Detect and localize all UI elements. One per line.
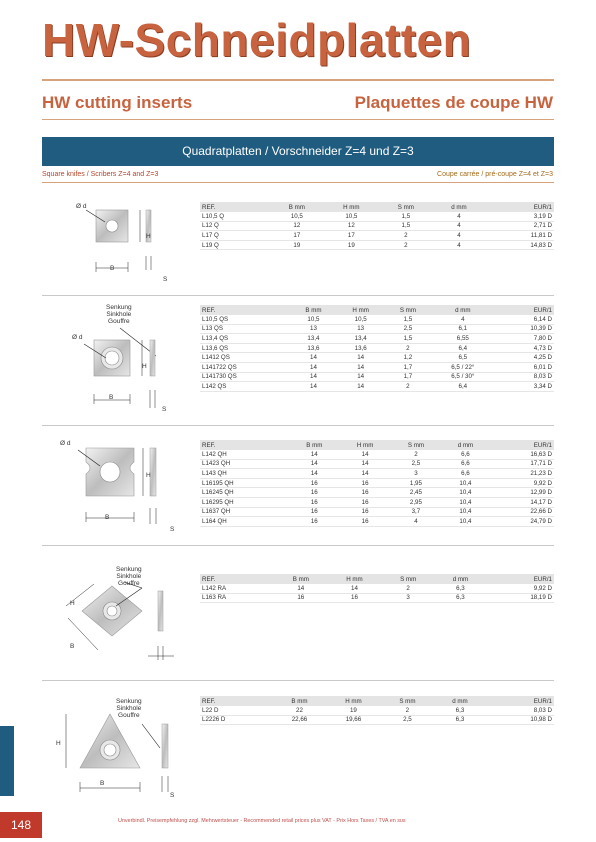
table-row [200, 231, 554, 241]
table-cell: 24,79 D [490, 517, 554, 527]
table-row [200, 459, 554, 469]
table-cell: 14 [290, 362, 337, 372]
table-cell: 3,19 D [485, 212, 554, 221]
table-cell: 6,5 / 30° [431, 372, 494, 382]
table-cell: 4 [433, 240, 485, 250]
height-label: H [56, 740, 61, 747]
table-cell: 14,83 D [485, 240, 554, 250]
diameter-label: Ø d [76, 203, 87, 210]
table-cell: 6,1 [431, 324, 494, 334]
table-row [200, 706, 554, 715]
table-cell: L19 Q [200, 240, 270, 250]
table-cell: 14 [289, 469, 339, 479]
table-cell: L17 Q [200, 231, 270, 241]
col-s: S mm [384, 305, 431, 315]
table-row [200, 593, 554, 603]
col-b: B mm [270, 202, 324, 212]
table-cell: L13,4 QS [200, 334, 290, 344]
table-square-qh [200, 440, 554, 527]
col-price: EUR/1 [490, 440, 554, 450]
section-divider [42, 295, 554, 296]
table-cell: 7,80 D [494, 334, 554, 344]
table-cell: 16 [289, 507, 339, 517]
width-label: B [100, 780, 105, 787]
col-h: H mm [327, 574, 381, 584]
thickness-label: S [162, 406, 167, 413]
table-row [200, 324, 554, 334]
col-h: H mm [337, 305, 385, 315]
diameter-label: Ø d [72, 334, 83, 341]
table-cell: 6,3 [435, 593, 486, 603]
col-s: S mm [382, 574, 435, 584]
table-cell: 14 [289, 450, 339, 459]
table-cell: 14 [290, 382, 337, 392]
table-cell: 12,99 D [490, 488, 554, 498]
table-cell: 1,5 [384, 334, 431, 344]
table-cell: 3,34 D [494, 382, 554, 392]
table-cell: 16 [327, 593, 381, 603]
table-cell: 10,5 [270, 212, 324, 221]
col-price: EUR/1 [494, 305, 554, 315]
table-cell: L10,5 Q [200, 212, 270, 221]
table-cell: 14 [340, 469, 391, 479]
table-cell: 14 [337, 372, 385, 382]
table-cell: 2 [384, 382, 431, 392]
col-b: B mm [274, 574, 327, 584]
table-cell: 13,6 [337, 343, 385, 353]
table-cell: 10,5 [290, 315, 337, 324]
table-row [200, 450, 554, 459]
thickness-label: S [170, 792, 175, 799]
table-rhombus-ra [200, 574, 554, 603]
height-label: H [142, 363, 147, 370]
table-cell: 14 [274, 584, 327, 593]
table-row [200, 517, 554, 527]
table-cell: L2226 D [200, 715, 273, 725]
table-cell: 16 [289, 488, 339, 498]
table-cell: 13 [290, 324, 337, 334]
table-cell: 14 [289, 459, 339, 469]
table-cell: 14 [290, 353, 337, 363]
table-cell: 17,71 D [490, 459, 554, 469]
table-cell: 6,6 [441, 450, 490, 459]
table-cell: L164 QH [200, 517, 289, 527]
table-cell: 13,4 [290, 334, 337, 344]
col-s: S mm [391, 440, 441, 450]
table-cell: L22 D [200, 706, 273, 715]
table-row [200, 221, 554, 231]
table-row [200, 715, 554, 725]
table-row [200, 488, 554, 498]
table-cell: 19 [326, 706, 380, 715]
table-cell: 3 [391, 469, 441, 479]
table-row [200, 372, 554, 382]
table-cell: 2 [379, 240, 433, 250]
table-cell: 19,66 [326, 715, 380, 725]
table-row [200, 240, 554, 250]
table-cell: 12 [270, 221, 324, 231]
note-french: Coupe carrée / pré-coupe Z=4 et Z=3 [437, 171, 553, 178]
side-tab [0, 726, 14, 796]
height-label: H [70, 600, 75, 607]
table-cell: 18,19 D [486, 593, 554, 603]
col-ref: REF. [200, 440, 289, 450]
square-notched-insert-drawing [60, 432, 190, 537]
table-cell: 3,7 [391, 507, 441, 517]
table-cell: L1423 QH [200, 459, 289, 469]
table-cell: 16 [289, 478, 339, 488]
col-b: B mm [273, 696, 327, 706]
table-cell: 2,5 [391, 459, 441, 469]
table-cell: 1,7 [384, 362, 431, 372]
table-cell: 10,4 [441, 478, 490, 488]
table-cell: 4 [433, 231, 485, 241]
col-d: d mm [433, 202, 485, 212]
table-cell: 14 [327, 584, 381, 593]
table-cell: 4 [431, 315, 494, 324]
table-cell: 10,4 [441, 488, 490, 498]
table-cell: L16295 QH [200, 497, 289, 507]
table-cell: 14,17 D [490, 497, 554, 507]
table-cell: 10,39 D [494, 324, 554, 334]
table-cell: 12 [324, 221, 379, 231]
notes-rule [42, 182, 554, 183]
table-cell: 9,92 D [490, 478, 554, 488]
table-cell: 14 [337, 353, 385, 363]
table-triangle-d [200, 696, 554, 725]
table-cell: 14 [337, 382, 385, 392]
table-row [200, 469, 554, 479]
table-cell: 2 [379, 231, 433, 241]
table-cell: 13 [337, 324, 385, 334]
subtitle-french: Plaquettes de coupe HW [354, 93, 553, 112]
table-cell: 1,5 [384, 315, 431, 324]
table-cell: 6,14 D [494, 315, 554, 324]
table-cell: 17 [270, 231, 324, 241]
table-row [200, 315, 554, 324]
table-row [200, 353, 554, 363]
table-row [200, 343, 554, 353]
table-cell: 14 [337, 362, 385, 372]
table-cell: 10,4 [441, 507, 490, 517]
table-square-qs [200, 305, 554, 392]
section-divider [42, 545, 554, 546]
table-row [200, 584, 554, 593]
height-label: H [146, 472, 151, 479]
page-number: 148 [0, 812, 42, 838]
table-cell: 22,66 D [490, 507, 554, 517]
table-cell: 17 [324, 231, 379, 241]
table-cell: 4 [391, 517, 441, 527]
section-divider [42, 680, 554, 681]
height-label: H [146, 233, 151, 240]
table-cell: 16 [274, 593, 327, 603]
table-cell: 4,73 D [494, 343, 554, 353]
width-label: B [109, 394, 114, 401]
table-cell: 4 [433, 212, 485, 221]
table-cell: 16 [340, 488, 391, 498]
width-label: B [70, 643, 75, 650]
table-cell: 4,25 D [494, 353, 554, 363]
table-cell: 1,7 [384, 372, 431, 382]
table-cell: 2,71 D [485, 221, 554, 231]
col-h: H mm [324, 202, 379, 212]
table-cell: 22,66 [273, 715, 327, 725]
table-cell: L13 QS [200, 324, 290, 334]
countersink-label: Senkung Sinkhole Gouffre [116, 566, 142, 587]
col-ref: REF. [200, 202, 270, 212]
table-row [200, 507, 554, 517]
table-row [200, 382, 554, 392]
table-cell: L163 RA [200, 593, 274, 603]
table-cell: L12 Q [200, 221, 270, 231]
col-d: d mm [435, 574, 486, 584]
table-cell: L143 QH [200, 469, 289, 479]
countersink-label: Senkung Sinkhole Gouffre [116, 698, 142, 719]
table-cell: L16245 QH [200, 488, 289, 498]
table-cell: 21,23 D [490, 469, 554, 479]
thickness-label: S [163, 276, 168, 283]
col-h: H mm [340, 440, 391, 450]
table-cell: L1412 QS [200, 353, 290, 363]
table-cell: 2,5 [384, 324, 431, 334]
thickness-label: S [170, 526, 175, 533]
table-cell: 4 [433, 221, 485, 231]
table-cell: 6,01 D [494, 362, 554, 372]
table-cell: 2 [391, 450, 441, 459]
table-cell: 19 [270, 240, 324, 250]
title-rule [42, 79, 554, 81]
table-cell: 6,4 [431, 343, 494, 353]
table-cell: 2 [381, 706, 435, 715]
col-s: S mm [379, 202, 433, 212]
table-cell: 2 [384, 343, 431, 353]
table-cell: 19 [324, 240, 379, 250]
table-cell: L13,6 QS [200, 343, 290, 353]
subtitle-english: HW cutting inserts [42, 93, 193, 112]
col-b: B mm [289, 440, 339, 450]
table-cell: 6,3 [434, 706, 486, 715]
table-cell: L1637 QH [200, 507, 289, 517]
table-cell: 16 [340, 478, 391, 488]
table-cell: 2,45 [391, 488, 441, 498]
table-cell: 11,81 D [485, 231, 554, 241]
col-ref: REF. [200, 305, 290, 315]
col-price: EUR/1 [486, 696, 554, 706]
table-cell: 14 [340, 450, 391, 459]
col-price: EUR/1 [485, 202, 554, 212]
col-d: d mm [434, 696, 486, 706]
width-label: B [110, 265, 115, 272]
table-row [200, 497, 554, 507]
table-cell: 6,3 [435, 584, 486, 593]
table-cell: 13,4 [337, 334, 385, 344]
table-cell: 10,5 [337, 315, 385, 324]
table-cell: L141722 QS [200, 362, 290, 372]
table-cell: 6,5 [431, 353, 494, 363]
table-cell: 6,3 [434, 715, 486, 725]
col-d: d mm [441, 440, 490, 450]
table-cell: 8,03 D [494, 372, 554, 382]
table-cell: 1,95 [391, 478, 441, 488]
diameter-label: Ø d [60, 440, 71, 447]
width-label: B [105, 514, 110, 521]
table-cell: 1,2 [384, 353, 431, 363]
table-cell: L142 RA [200, 584, 274, 593]
table-cell: L10,5 QS [200, 315, 290, 324]
table-cell: 8,03 D [486, 706, 554, 715]
table-row [200, 478, 554, 488]
table-cell: 14 [290, 372, 337, 382]
table-cell: 22 [273, 706, 327, 715]
col-ref: REF. [200, 696, 273, 706]
table-cell: 16,63 D [490, 450, 554, 459]
table-row [200, 362, 554, 372]
table-cell: 13,6 [290, 343, 337, 353]
col-price: EUR/1 [486, 574, 554, 584]
table-cell: 10,98 D [486, 715, 554, 725]
table-cell: 1,5 [379, 221, 433, 231]
table-cell: 16 [340, 497, 391, 507]
countersink-label: Senkung Sinkhole Gouffre [106, 304, 132, 325]
page-title: HW-Schneidplatten [42, 14, 472, 66]
col-ref: REF. [200, 574, 274, 584]
subtitle-rule [42, 119, 554, 120]
table-cell: 6,6 [441, 459, 490, 469]
table-square-q [200, 202, 554, 250]
table-cell: 2,95 [391, 497, 441, 507]
col-b: B mm [290, 305, 337, 315]
col-h: H mm [326, 696, 380, 706]
table-cell: 10,4 [441, 517, 490, 527]
col-s: S mm [381, 696, 435, 706]
table-cell: 2,5 [381, 715, 435, 725]
section-divider [42, 425, 554, 426]
table-cell: L141730 QS [200, 372, 290, 382]
table-cell: 16 [340, 507, 391, 517]
footer-note: Unverbindl. Preisempfehlung zzgl. Mehrwertsteuer - Recommended retail prices plus VAT - Prix Hors Taxes / TVA en sus [118, 818, 406, 824]
table-cell: 9,92 D [486, 584, 554, 593]
table-cell: 6,5 / 22° [431, 362, 494, 372]
table-cell: 1,5 [379, 212, 433, 221]
note-english: Square knifes / Scribers Z=4 and Z=3 [42, 171, 159, 178]
table-cell: 3 [382, 593, 435, 603]
section-banner: Quadratplatten / Vorschneider Z=4 und Z=3 [42, 137, 554, 166]
table-cell: L16195 QH [200, 478, 289, 488]
table-cell: 16 [289, 517, 339, 527]
table-cell: L142 QS [200, 382, 290, 392]
table-cell: L142 QH [200, 450, 289, 459]
table-cell: 10,4 [441, 497, 490, 507]
table-cell: 16 [340, 517, 391, 527]
table-cell: 6,6 [441, 469, 490, 479]
table-cell: 6,4 [431, 382, 494, 392]
table-cell: 10,5 [324, 212, 379, 221]
table-row [200, 212, 554, 221]
table-cell: 2 [382, 584, 435, 593]
col-d: d mm [431, 305, 494, 315]
table-cell: 16 [289, 497, 339, 507]
table-cell: 14 [340, 459, 391, 469]
table-row [200, 334, 554, 344]
table-cell: 6,55 [431, 334, 494, 344]
